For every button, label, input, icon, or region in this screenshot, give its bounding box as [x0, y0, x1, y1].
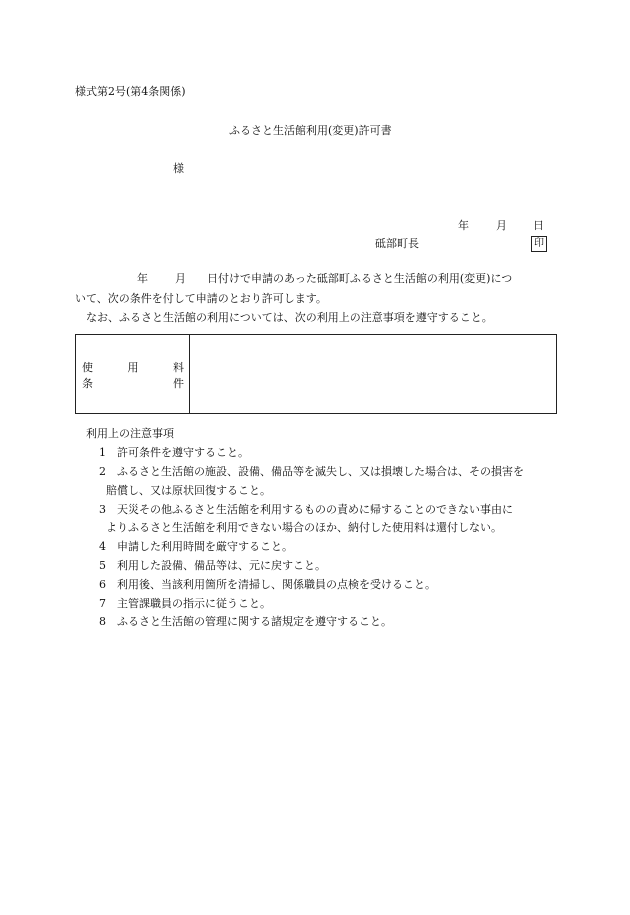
conditions-value-cell	[190, 335, 556, 413]
conditions-label-cell	[76, 335, 190, 413]
label-char: 料	[173, 361, 184, 374]
note-text: ふるさと生活館の施設、設備、備品等を滅失し、又は損壊した場合は、その損害を	[117, 465, 524, 478]
note-text: 利用後、当該利用箇所を清掃し、関係職員の点検を受けること。	[117, 578, 436, 591]
body-line-3: なお、ふるさと生活館の利用については、次の利用上の注意事項を遵守すること。	[86, 311, 493, 324]
issuer-name: 砥部町長	[375, 237, 419, 250]
date-year: 年	[458, 219, 469, 232]
note-text: 申請した利用時間を厳守すること。	[117, 540, 293, 553]
note-text: 利用した設備、備品等は、元に戻すこと。	[117, 559, 326, 572]
note-text: 許可条件を遵守すること。	[117, 446, 249, 459]
label-char: 使	[82, 361, 93, 374]
recipient-suffix: 様	[173, 162, 184, 175]
note-number: 3	[99, 503, 106, 516]
form-number: 様式第2号(第4条関係)	[75, 85, 186, 98]
note-text: ふるさと生活館の管理に関する諸規定を遵守すること。	[117, 615, 392, 628]
note-text: 主管課職員の指示に従うこと。	[117, 597, 271, 610]
note-number: 1	[99, 446, 106, 459]
note-number: 7	[99, 597, 106, 610]
note-number: 5	[99, 559, 106, 572]
note-text-continued: 賠償し、又は原状回復すること。	[106, 484, 271, 497]
note-number: 6	[99, 578, 106, 591]
body-year: 年	[137, 272, 148, 285]
notes-heading: 利用上の注意事項	[86, 427, 174, 440]
body-line-1: 日付けで申請のあった砥部町ふるさと生活館の利用(変更)につ	[207, 272, 513, 285]
note-text-continued: よりふるさと生活館を利用できない場合のほか、納付した使用料は還付しない。	[106, 521, 502, 534]
label-char: 用	[127, 361, 139, 374]
body-line-2: いて、次の条件を付して申請のとおり許可します。	[75, 292, 327, 305]
body-month: 月	[175, 272, 186, 285]
date-month: 月	[496, 219, 507, 232]
document-title: ふるさと生活館利用(変更)許可書	[229, 124, 392, 137]
label-char: 件	[173, 377, 184, 390]
note-number: 8	[99, 615, 106, 628]
conditions-table	[75, 334, 557, 414]
label-char: 条	[82, 377, 93, 390]
seal-stamp: 印	[531, 236, 547, 252]
date-day: 日	[533, 219, 544, 232]
note-number: 2	[99, 465, 106, 478]
note-number: 4	[99, 540, 106, 553]
note-text: 天災その他ふるさと生活館を利用するものの責めに帰することのできない事由に	[117, 503, 513, 516]
